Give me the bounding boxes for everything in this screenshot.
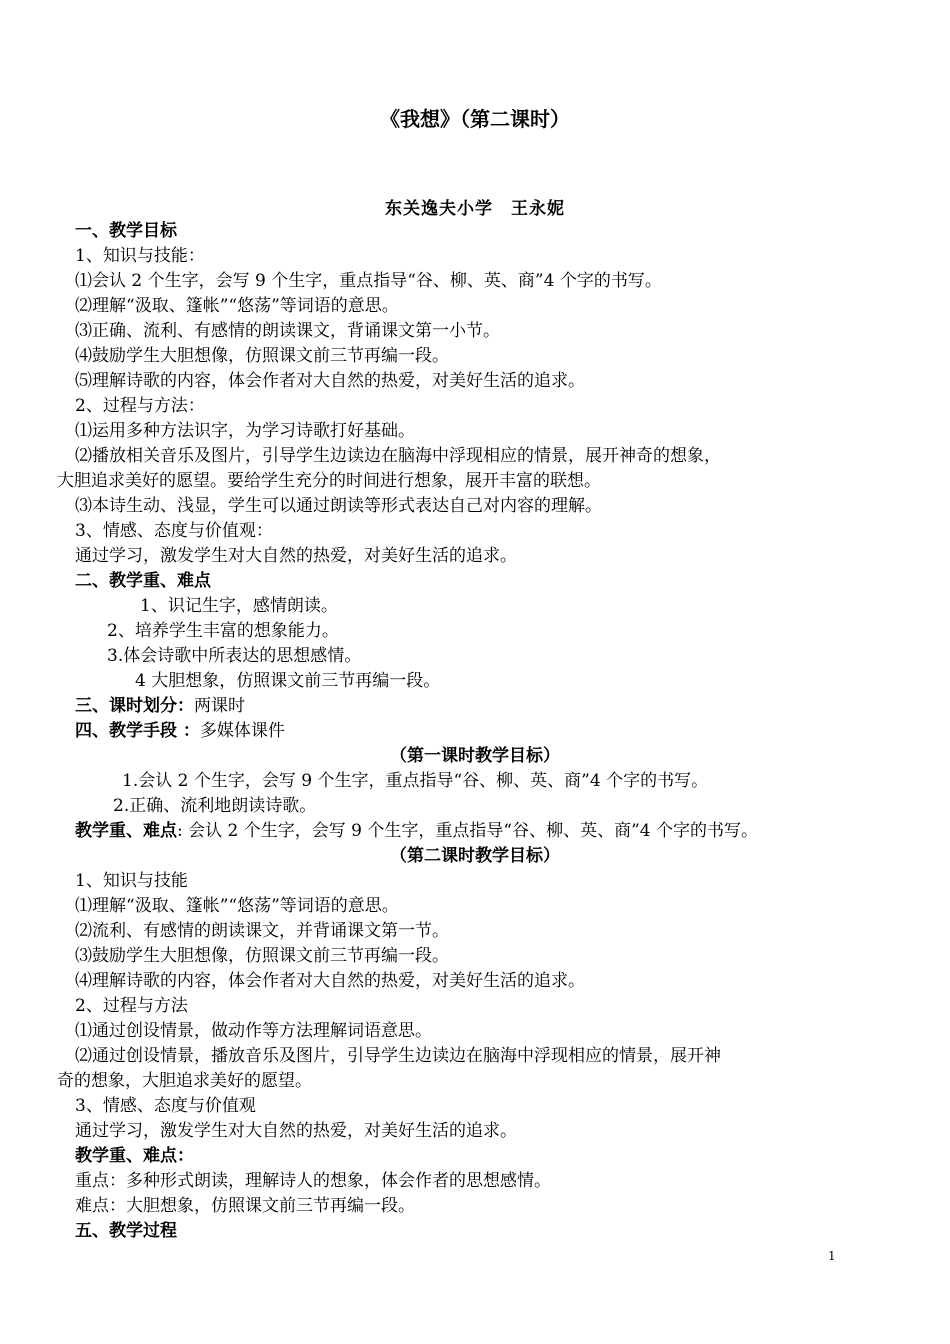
section-means — [75, 720, 285, 742]
list-item: ⑸理解诗歌的内容，体会作者对大自然的热爱，对美好生活的追求。 — [75, 371, 585, 391]
subheading: 1、知识与技能 — [75, 871, 188, 891]
subheading: 2、过程与方法 — [75, 996, 188, 1016]
lesson1-heading: （第一课时教学目标） — [390, 746, 560, 766]
list-item: 2.正确、流利地朗读诗歌。 — [113, 796, 317, 816]
list-item: ⑴运用多种方法识字，为学习诗歌打好基础。 — [75, 421, 415, 441]
key-point: 重点：多种形式朗读，理解诗人的想象，体会作者的思想感情。 — [75, 1171, 551, 1191]
lesson1-key-points — [75, 820, 758, 842]
section-heading-key-points: 二、教学重、难点 — [75, 571, 211, 591]
subheading: 3、情感、态度与价值观： — [75, 521, 273, 541]
list-item: ⑴会认 2 个生字，会写 9 个生字，重点指导“谷、柳、英、商”4 个字的书写。 — [75, 271, 662, 291]
lesson2-heading: （第二课时教学目标） — [390, 846, 560, 866]
document-title: 《我想》（第二课时） — [380, 107, 570, 131]
list-item: ⑶鼓励学生大胆想像，仿照课文前三节再编一段。 — [75, 946, 449, 966]
list-item: 1.会认 2 个生字，会写 9 个生字，重点指导“谷、柳、英、商”4 个字的书写。 — [122, 771, 709, 791]
list-item: 2、培养学生丰富的想象能力。 — [107, 621, 339, 641]
list-item: 4 大胆想象，仿照课文前三节再编一段。 — [135, 671, 441, 691]
list-item: ⑶正确、流利、有感情的朗读课文，背诵课文第一小节。 — [75, 321, 500, 341]
list-item: ⑴通过创设情景，做动作等方法理解词语意思。 — [75, 1021, 432, 1041]
list-item-continued: 大胆追求美好的愿望。要给学生充分的时间进行想象，展开丰富的联想。 — [57, 471, 601, 491]
list-item: 3.体会诗歌中所表达的思想感情。 — [107, 646, 362, 666]
key-points-label: 教学重、难点 — [75, 821, 177, 841]
list-item: ⑷鼓励学生大胆想像，仿照课文前三节再编一段。 — [75, 346, 449, 366]
subheading: 1、知识与技能： — [75, 246, 205, 266]
list-item: ⑵通过创设情景，播放音乐及图片，引导学生边读边在脑海中浮现相应的情景，展开神 — [75, 1046, 721, 1066]
hours-value: 两课时 — [194, 696, 245, 716]
difficult-point: 难点：大胆想象，仿照课文前三节再编一段。 — [75, 1196, 415, 1216]
section-hours — [75, 695, 245, 717]
section-heading-goals: 一、教学目标 — [75, 221, 177, 241]
list-item: ⑶本诗生动、浅显，学生可以通过朗读等形式表达自己对内容的理解。 — [75, 496, 602, 516]
section-heading-means: 四、教学手段 ： — [75, 721, 200, 741]
list-item: ⑵理解“汲取、篷帐”“悠荡”等词语的意思。 — [75, 296, 399, 316]
key-points-value: : 会认 2 个生字，会写 9 个生字，重点指导“谷、柳、英、商”4 个字的书写。 — [177, 821, 758, 841]
list-item: ⑵流利、有感情的朗读课文，并背诵课文第一节。 — [75, 921, 449, 941]
lesson2-key-heading: 教学重、难点： — [75, 1146, 194, 1166]
list-item: 1、识记生字，感情朗读。 — [140, 596, 338, 616]
author-line: 东关逸夫小学 王永妮 — [385, 199, 565, 219]
paragraph: 通过学习，激发学生对大自然的热爱，对美好生活的追求。 — [75, 1121, 517, 1141]
section-heading-process: 五、教学过程 — [75, 1221, 177, 1241]
list-item: ⑷理解诗歌的内容，体会作者对大自然的热爱，对美好生活的追求。 — [75, 971, 585, 991]
means-value: 多媒体课件 — [199, 721, 285, 741]
page-number: 1 — [828, 1249, 836, 1263]
section-heading-hours: 三、课时划分： — [75, 696, 194, 716]
list-item: ⑵播放相关音乐及图片，引导学生边读边在脑海中浮现相应的情景，展开神奇的想象， — [75, 446, 721, 466]
subheading: 2、过程与方法： — [75, 396, 205, 416]
list-item-continued: 奇的想象，大胆追求美好的愿望。 — [57, 1071, 312, 1091]
list-item: ⑴理解“汲取、篷帐”“悠荡”等词语的意思。 — [75, 896, 399, 916]
paragraph: 通过学习，激发学生对大自然的热爱，对美好生活的追求。 — [75, 546, 517, 566]
subheading: 3、情感、态度与价值观 — [75, 1096, 256, 1116]
